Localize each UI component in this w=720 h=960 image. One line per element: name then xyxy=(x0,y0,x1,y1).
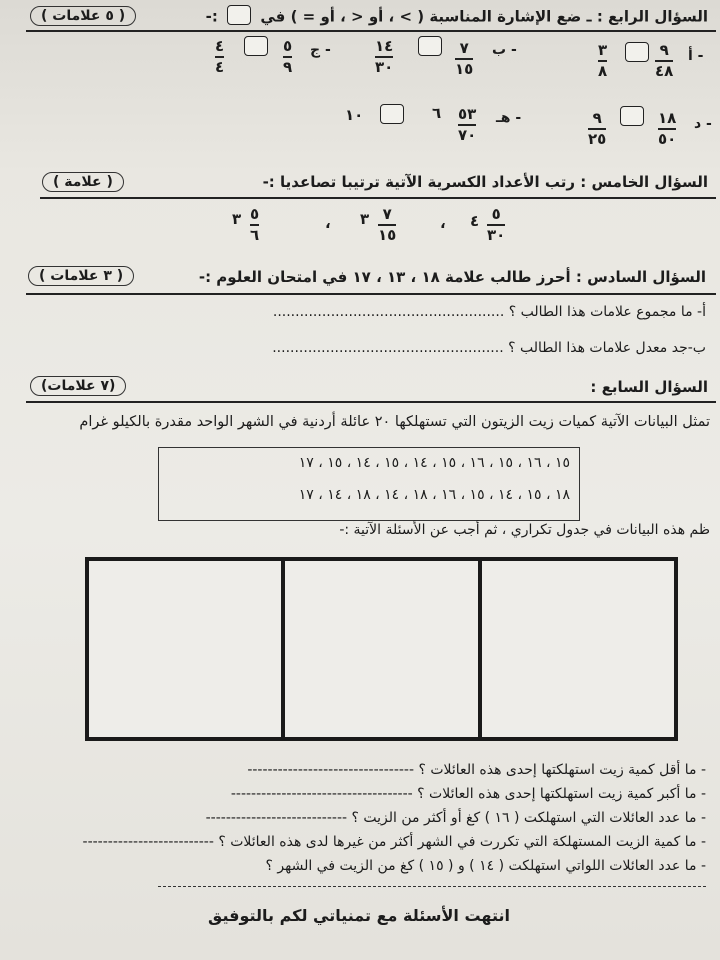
q5-sep-1: ، xyxy=(440,214,446,232)
q4-marks: ( ٥ علامات ) xyxy=(30,6,136,26)
q7-question-1-text: - ما أقل كمية زيت استهلكتها إحدى هذه العائلات ؟ xyxy=(418,762,706,778)
q5-marks: ( علامة ) xyxy=(42,172,124,192)
numerator: ٩ xyxy=(659,41,669,59)
q7-question-2-text: - ما أكبر كمية زيت استهلكتها إحدى هذه العائلات ؟ xyxy=(417,786,706,802)
denominator: ١٥ xyxy=(455,60,474,78)
q7-question-3 xyxy=(206,810,706,826)
q7-question-5-text: - ما عدد العائلات اللواتي استهلكت ( ١٤ ) و ( ١٥ ) كغ من الزيت في الشهر ؟ xyxy=(265,858,706,874)
denominator: ٦ xyxy=(250,226,260,244)
q4-title xyxy=(206,7,708,27)
q7-question-5-answer-line[interactable] xyxy=(158,886,706,887)
denominator: ٨ xyxy=(598,62,608,80)
q6-part-b xyxy=(272,340,706,356)
denominator: ٤ xyxy=(215,58,225,76)
q4-item-b-answer-box[interactable] xyxy=(418,36,442,56)
q6-part-a-answer-line[interactable]: .................................................... xyxy=(272,304,505,320)
q4-item-d-answer-box[interactable] xyxy=(620,106,644,126)
numerator: ٥٣ xyxy=(458,105,477,123)
q4-item-e-left-whole: ٦ xyxy=(432,104,442,122)
q7-question-4-text: - ما كمية الزيت المستهلكة التي تكررت في الشهر أكثر من غيرها لدى هذه العائلات ؟ xyxy=(218,834,706,850)
q4-item-e-left-fraction xyxy=(458,106,476,144)
q5-sep-2: ، xyxy=(325,214,331,232)
q4-title-box xyxy=(227,5,251,25)
denominator: ٧٠ xyxy=(458,126,477,144)
q5-number-1-fraction xyxy=(487,206,505,244)
q4-title-text: السؤال الرابع : ـ ضع الإشارة المناسبة ( > ، أو < ، أو = ) في xyxy=(260,7,708,26)
q4-item-e-label: هـ - xyxy=(496,110,522,126)
q7-marks: (٧ علامات) xyxy=(30,376,126,396)
q5-number-1-whole: ٤ xyxy=(470,212,480,230)
q7-instruction: ظم هذه البيانات في جدول تكراري ، ثم أجب عن الأسئلة الآتية :- xyxy=(339,522,710,538)
q6-underline xyxy=(26,293,716,295)
q6-marks: ( ٣ علامات ) xyxy=(28,266,134,286)
numerator: ٧ xyxy=(459,39,469,57)
q5-number-2-whole: ٣ xyxy=(360,210,370,228)
numerator: ٥ xyxy=(283,37,293,55)
numerator: ٥ xyxy=(250,205,260,223)
q4-item-c-label: ج - xyxy=(310,42,331,58)
q7-question-4-answer-line[interactable]: -------------------------- xyxy=(82,834,214,850)
q4-underline xyxy=(26,30,716,32)
q4-item-a-right-fraction xyxy=(598,42,607,80)
numerator: ١٤ xyxy=(375,37,394,55)
q4-item-d-label: د - xyxy=(694,116,712,132)
q4-item-c-left-fraction xyxy=(283,38,292,76)
denominator: ١٥ xyxy=(378,226,397,244)
denominator: ٤٨ xyxy=(655,62,674,80)
q7-title: السؤال السابع : xyxy=(590,378,708,396)
q4-item-c-right-fraction xyxy=(215,38,224,76)
q7-question-2-answer-line[interactable]: ------------------------------------ xyxy=(230,786,413,802)
q4-item-a-left-fraction xyxy=(655,42,673,80)
q7-intro: تمثل البيانات الآتية كميات زيت الزيتون التي تستهلكها ٢٠ عائلة أردنية في الشهر الواحد مقدرة بالكيلو غرام xyxy=(79,414,710,430)
numerator: ٤ xyxy=(215,37,225,55)
numerator: ٥ xyxy=(491,205,501,223)
q7-question-2 xyxy=(231,786,706,802)
q6-part-b-text: ب-جد معدل علامات هذا الطالب ؟ xyxy=(508,340,706,356)
numerator: ١٨ xyxy=(658,109,677,127)
frequency-table-column-1[interactable] xyxy=(478,561,674,737)
q6-part-a-text: أ- ما مجموع علامات هذا الطالب ؟ xyxy=(508,304,706,320)
numerator: ٣ xyxy=(598,41,608,59)
q5-title: السؤال الخامس : رتب الأعداد الكسرية الآتية ترتيبا تصاعديا :- xyxy=(262,173,708,191)
q4-item-b-left-fraction xyxy=(455,40,473,78)
q7-question-1-answer-line[interactable]: --------------------------------- xyxy=(247,762,415,778)
frequency-table-column-2[interactable] xyxy=(281,561,477,737)
q4-item-d-right-fraction xyxy=(588,110,606,148)
q4-item-d-left-fraction xyxy=(658,110,676,148)
q6-part-b-answer-line[interactable]: .................................................... xyxy=(272,340,504,356)
denominator: ٩ xyxy=(283,58,293,76)
q4-title-tail: :- xyxy=(205,7,218,26)
q4-item-c-answer-box[interactable] xyxy=(244,36,268,56)
denominator: ٣٠ xyxy=(375,58,394,76)
denominator: ٣٠ xyxy=(487,226,506,244)
q4-item-a-answer-box[interactable] xyxy=(625,42,649,62)
q7-question-4 xyxy=(83,834,706,850)
q4-item-e-right-whole: ١٠ xyxy=(345,106,364,124)
q4-item-b-label: ب - xyxy=(492,42,517,58)
frequency-table[interactable] xyxy=(85,557,678,741)
q5-number-3-fraction xyxy=(250,206,259,244)
q7-question-1 xyxy=(247,762,706,778)
q7-underline xyxy=(26,401,716,403)
denominator: ٥٠ xyxy=(658,130,677,148)
q6-title: السؤال السادس : أحرز طالب علامة ١٨ ، ١٣ ، ١٧ في امتحان العلوم :- xyxy=(198,268,706,286)
exam-footer: انتهت الأسئلة مع تمنياتي لكم بالتوفيق xyxy=(208,906,510,925)
denominator: ٢٥ xyxy=(588,130,607,148)
q7-data-row-2: ١٨ ، ١٥ ، ١٤ ، ١٥ ، ١٦ ، ١٨ ، ١٤ ، ١٨ ، ١٤ ، ١٧ xyxy=(298,487,570,503)
q7-question-3-text: - ما عدد العائلات التي استهلكت ( ١٦ ) كغ أو أكثر من الزيت ؟ xyxy=(351,810,706,826)
q7-data-row-1: ١٥ ، ١٦ ، ١٥ ، ١٦ ، ١٥ ، ١٤ ، ١٥ ، ١٤ ، ١٥ ، ١٧ xyxy=(298,455,570,471)
q4-item-e-answer-box[interactable] xyxy=(380,104,404,124)
numerator: ٩ xyxy=(592,109,602,127)
q5-number-3-whole: ٣ xyxy=(232,210,242,228)
q7-question-5 xyxy=(266,858,706,874)
q6-part-a xyxy=(273,304,706,320)
q7-question-3-answer-line[interactable]: ---------------------------- xyxy=(205,810,348,826)
numerator: ٧ xyxy=(382,205,392,223)
q5-number-2-fraction xyxy=(378,206,396,244)
q4-item-a-label: أ - xyxy=(688,48,704,64)
frequency-table-column-3[interactable] xyxy=(89,561,281,737)
q5-underline xyxy=(40,197,716,199)
q4-item-b-right-fraction xyxy=(375,38,393,76)
